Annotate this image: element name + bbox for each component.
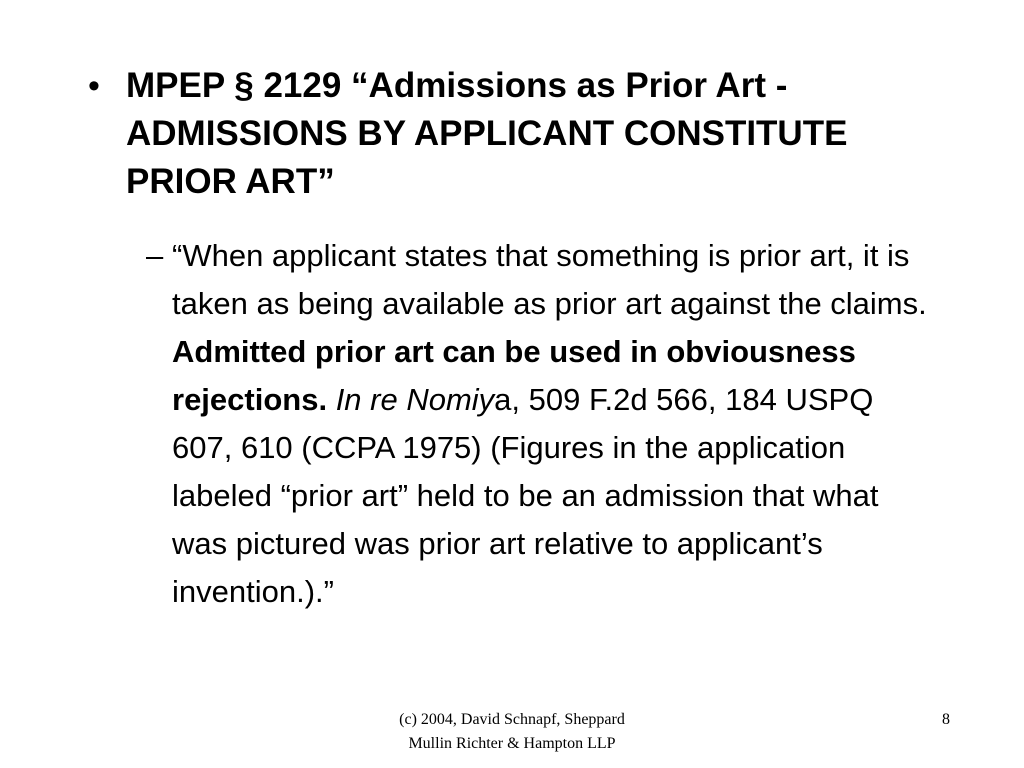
- sub-bullet: [146, 232, 946, 616]
- main-bullet: [88, 62, 948, 206]
- sub-bullet-marker: –: [146, 238, 164, 273]
- sub-bullet-text: [172, 232, 942, 616]
- page-number: 8: [942, 711, 950, 728]
- bullet-marker: •: [88, 67, 100, 105]
- sub-bullet-intro: “When applicant states that something is prior art, it is taken as being available as prior art against the claims.: [172, 238, 927, 321]
- case-name-italic: In re Nomiy: [335, 382, 495, 417]
- sub-bullet-space: [327, 382, 336, 417]
- footer-copyright: [342, 708, 682, 756]
- footer-line-2: Mullin Richter & Hampton LLP: [408, 735, 616, 752]
- main-bullet-text: MPEP § 2129 “Admissions as Prior Art - ADMISSIONS BY APPLICANT CONSTITUTE PRIOR ART”: [126, 66, 848, 201]
- sub-bullet-citation: a, 509 F.2d 566, 184 USPQ 607, 610 (CCPA 1975) (Figures in the application labeled “prior art” held to be an admission that what was pictured was prior art relative to applicant’s invention.).”: [172, 382, 879, 609]
- footer-line-1: (c) 2004, David Schnapf, Sheppard: [399, 711, 625, 728]
- sub-bullet-bold: Admitted prior art can be used in obviousness rejections.: [172, 334, 856, 417]
